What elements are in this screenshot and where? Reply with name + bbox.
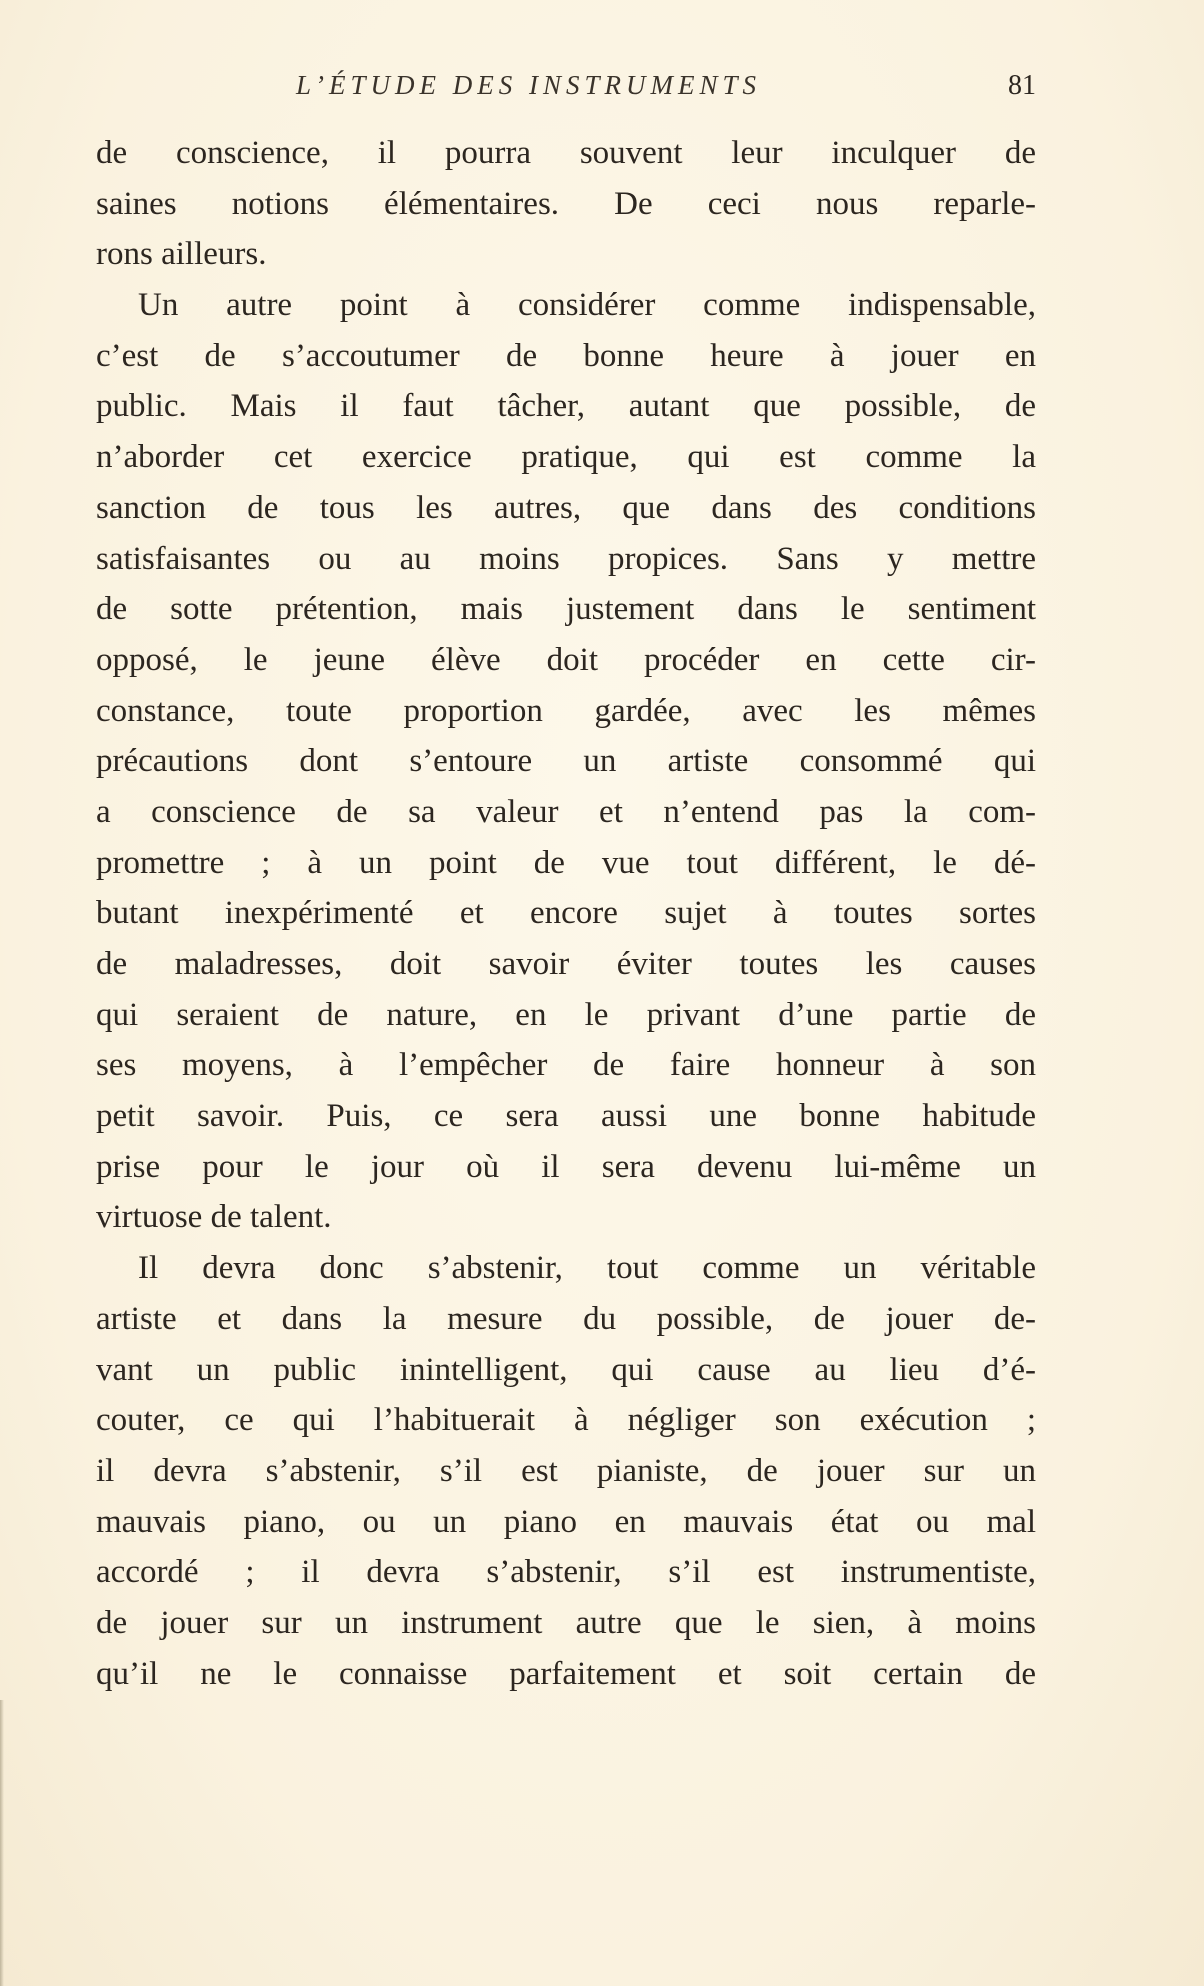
- page-edge-shadow: [0, 1700, 4, 1986]
- text-line: vant un public inintelligent, qui cause au lieu d’é-: [96, 1351, 1036, 1388]
- text-line: prise pour le jour où il sera devenu lui-même un: [96, 1148, 1036, 1185]
- text-line: a conscience de sa valeur et n’entend pas la com-: [96, 793, 1036, 830]
- text-line: de maladresses, doit savoir éviter toutes les causes: [96, 946, 1036, 982]
- running-title: L’ÉTUDE DES INSTRUMENTS: [296, 70, 762, 100]
- text-line: opposé, le jeune élève doit procéder en cette cir-: [96, 641, 1036, 678]
- page-number: 81: [1008, 70, 1036, 101]
- text-line: constance, toute proportion gardée, avec les mêmes: [96, 692, 1036, 729]
- text-line: butant inexpérimenté et encore sujet à toutes sortes: [96, 895, 1036, 932]
- text-line: il devra s’abstenir, s’il est pianiste, de jouer sur un: [96, 1452, 1036, 1489]
- text-line: sanction de tous les autres, que dans des conditions: [96, 489, 1036, 526]
- text-line: mauvais piano, ou un piano en mauvais état ou mal: [96, 1503, 1036, 1540]
- text-line: de sotte prétention, mais justement dans le sentiment: [96, 591, 1036, 628]
- text-line: qu’il ne le connaisse parfaitement et soit certain de: [96, 1655, 1036, 1692]
- text-line: ses moyens, à l’empêcher de faire honneur à son: [96, 1047, 1036, 1084]
- text-line: artiste et dans la mesure du possible, de jouer de-: [96, 1300, 1036, 1337]
- text-line: Il devra donc s’abstenir, tout comme un véritable: [138, 1250, 1036, 1287]
- running-head: [0, 70, 1204, 110]
- text-line: précautions dont s’entoure un artiste consommé qui: [96, 743, 1036, 780]
- body-text: [96, 128, 1036, 1699]
- text-line: virtuose de talent.: [96, 1199, 332, 1236]
- text-line: saines notions élémentaires. De ceci nous reparle-: [96, 185, 1036, 222]
- text-line: public. Mais il faut tâcher, autant que possible, de: [96, 388, 1036, 425]
- text-line: Un autre point à considérer comme indispensable,: [138, 287, 1036, 324]
- text-line: accordé ; il devra s’abstenir, s’il est instrumentiste,: [96, 1554, 1036, 1591]
- text-line: c’est de s’accoutumer de bonne heure à jouer en: [96, 337, 1036, 374]
- text-line: petit savoir. Puis, ce sera aussi une bonne habitude: [96, 1098, 1036, 1135]
- text-line: couter, ce qui l’habituerait à négliger son exécution ;: [96, 1402, 1036, 1439]
- text-line: rons ailleurs.: [96, 236, 267, 273]
- text-line: promettre ; à un point de vue tout différent, le dé-: [96, 844, 1036, 881]
- text-line: de jouer sur un instrument autre que le sien, à moins: [96, 1604, 1036, 1641]
- text-line: satisfaisantes ou au moins propices. Sans y mettre: [96, 540, 1036, 577]
- text-line: de conscience, il pourra souvent leur inculquer de: [96, 135, 1036, 171]
- text-line: qui seraient de nature, en le privant d’une partie de: [96, 996, 1036, 1033]
- text-line: n’aborder cet exercice pratique, qui est comme la: [96, 439, 1036, 476]
